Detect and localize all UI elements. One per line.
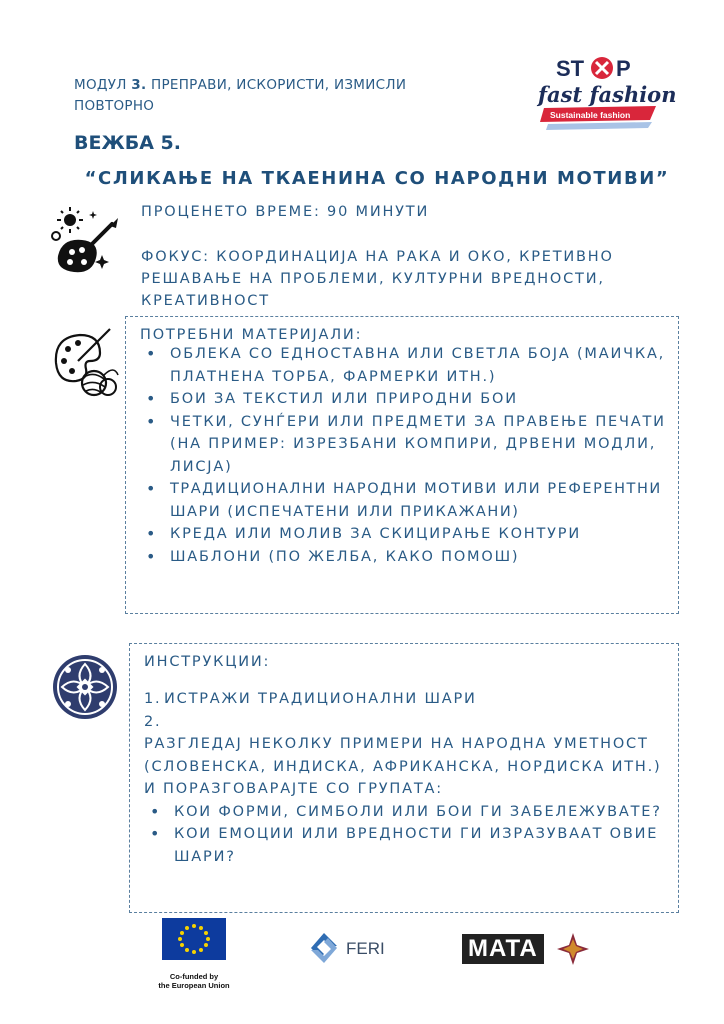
list-item: 2. — [144, 713, 162, 730]
list-item: • ШАБЛОНИ (ПО ЖЕЛБА, КАКО ПОМОШ) — [126, 546, 678, 569]
paint-palette-icon — [48, 204, 118, 274]
materials-heading: ПОТРЕБНИ МАТЕРИЈАЛИ: — [140, 327, 363, 343]
instructions-box — [129, 643, 679, 913]
list-item: • КОИ ЕМОЦИИ ИЛИ ВРЕДНОСТИ ГИ ИЗРАЗУВААТ ОВИЕ ШАРИ? — [130, 823, 678, 868]
list-item: • ЧЕТКИ, СУНЃЕРИ ИЛИ ПРЕДМЕТИ ЗА ПРАВЕЊЕ ПЕЧАТИ (НА ПРИМЕР: ИЗРЕЗБАНИ КОМПИРИ, ДРВЕНИ МОДЛИ, ЛИСЈА) — [126, 411, 678, 479]
feri-symbol-icon — [306, 930, 342, 966]
list-item: • БОИ ЗА ТЕКСТИЛ ИЛИ ПРИРОДНИ БОИ — [126, 388, 678, 411]
estimated-time: ПРОЦЕНЕТО ВРЕМЕ: 90 МИНУТИ — [141, 204, 430, 220]
logo-text-p: P — [616, 56, 631, 81]
instructions-heading: ИНСТРУКЦИИ: — [144, 654, 271, 670]
module-heading: МОДУЛ 3. ПРЕПРАВИ, ИСКОРИСТИ, ИЗМИСЛИ ПОВТОРНО — [74, 77, 407, 114]
list-item: • ТРАДИЦИОНАЛНИ НАРОДНИ МОТИВИ ИЛИ РЕФЕРЕНТНИ ШАРИ (ИСПЕЧАТЕНИ ИЛИ ПРИКАЖАНИ) — [126, 478, 678, 523]
list-item: • ОБЛЕКА СО ЕДНОСТАВНА ИЛИ СВЕТЛА БОЈА (МАИЧКА, ПЛАТНЕНА ТОРБА, ФАРМЕРКИ ИТН.) — [126, 343, 678, 388]
feri-logo — [306, 930, 396, 970]
palette-yarn-icon — [48, 325, 118, 395]
logo-text-st: ST — [556, 56, 585, 81]
materials-box — [125, 316, 679, 614]
eu-text-line1: Co-funded by — [169, 972, 219, 981]
list-item: 1. ИСТРАЖИ ТРАДИЦИОНАЛНИ ШАРИ — [144, 691, 477, 707]
focus-text: ФОКУС: КООРДИНАЦИЈА НА РАКА И ОКО, КРЕТИВНО РЕШАВАЊЕ НА ПРОБЛЕМИ, КУЛТУРНИ ВРЕДНОСТИ, КРЕАТИВНОСТ — [141, 249, 614, 309]
stop-fast-fashion-logo — [532, 50, 677, 140]
mata-logo — [462, 934, 592, 968]
list-item: • КРЕДА ИЛИ МОЛИВ ЗА СКИЦИРАЊЕ КОНТУРИ — [126, 523, 678, 546]
logo-text-sustainable: Sustainable fashion — [550, 110, 631, 120]
eu-text-line2: the European Union — [158, 981, 230, 990]
eu-logo — [156, 918, 240, 988]
list-item: • КОИ ФОРМИ, СИМБОЛИ ИЛИ БОИ ГИ ЗАБЕЛЕЖУВАТЕ? — [130, 801, 678, 824]
instructions-paragraph: РАЗГЛЕДАЈ НЕКОЛКУ ПРИМЕРИ НА НАРОДНА УМЕТНОСТ (СЛОВЕНСКА, ИНДИСКА, АФРИКАНСКА, НОРДИСКА ИТН.) И ПОРАЗГОВАРАЈТЕ СО ГРУПАТА: — [144, 736, 662, 797]
mata-text: MATA — [462, 934, 544, 964]
logo-text-fast-fashion: fast fashion — [538, 82, 677, 107]
folk-ornament-icon — [50, 652, 120, 722]
exercise-title: “СЛИКАЊЕ НА ТКАЕНИНА СО НАРОДНИ МОТИВИ” — [84, 168, 670, 189]
feri-text: FERI — [346, 939, 385, 958]
mata-star-icon — [556, 932, 590, 966]
exercise-number: ВЕЖБА 5. — [74, 132, 181, 154]
